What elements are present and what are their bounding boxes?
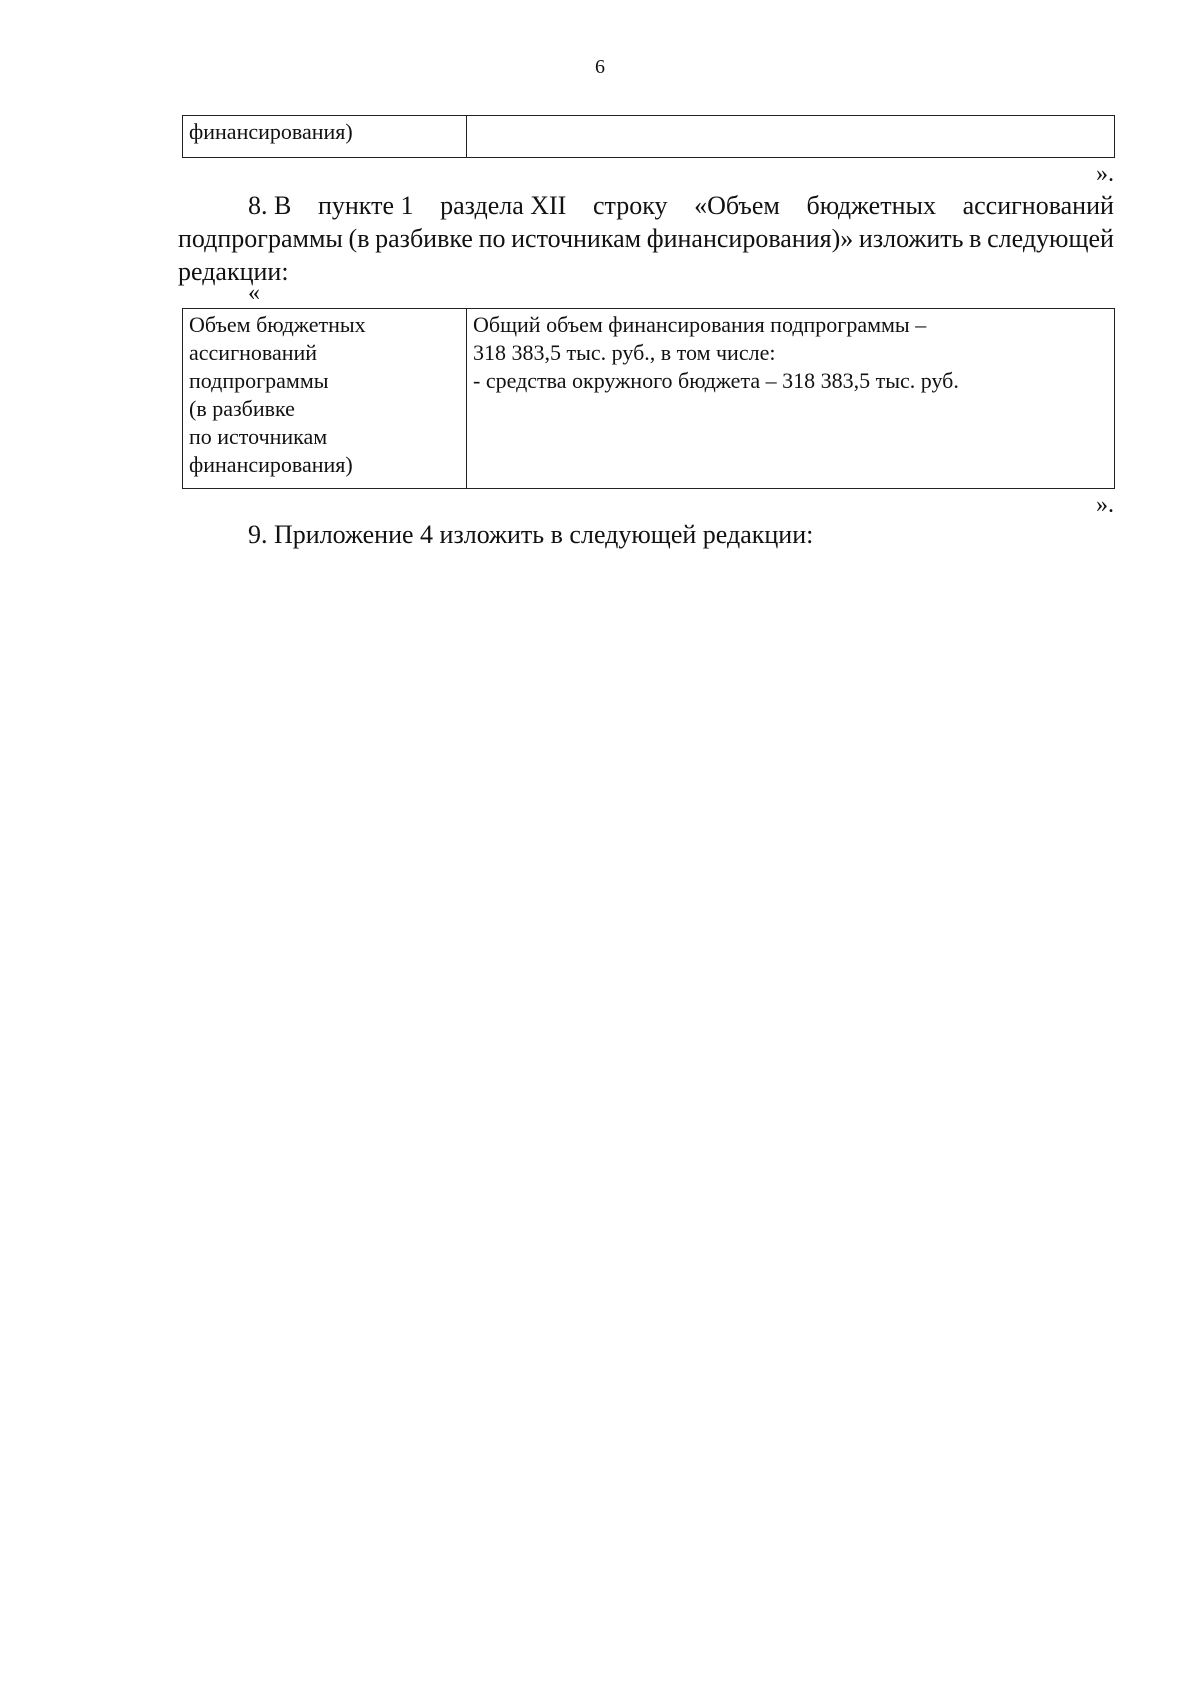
cell-line: Общий объем финансирования подпрограммы – <box>473 312 927 337</box>
word: разбивке <box>375 224 473 253</box>
word: финансирования)» <box>646 224 854 253</box>
cell-line: - средства окружного бюджета – 318 383,5 тыс. руб. <box>473 368 959 393</box>
table-cell-value <box>467 309 1115 489</box>
paragraph-8-line-1 <box>178 189 1114 222</box>
cell-line: (в разбивке <box>189 396 295 421</box>
word: «Объем <box>694 191 780 220</box>
table-cell-label <box>183 309 467 489</box>
paragraph-8 <box>178 189 1114 288</box>
table-cell-label: финансирования) <box>183 116 467 158</box>
word: пункте 1 <box>317 191 414 220</box>
paragraph-8-line-2 <box>178 222 1114 255</box>
paragraph-8-line-3: редакции: <box>178 257 289 286</box>
closing-quote: ». <box>1096 161 1114 187</box>
cell-line: 318 383,5 тыс. руб., в том числе: <box>473 340 776 365</box>
word: следующей <box>987 224 1114 253</box>
cell-line: финансирования) <box>189 452 353 477</box>
word: источникам <box>511 224 642 253</box>
cell-line: подпрограммы <box>189 368 329 393</box>
paragraph-9: 9. Приложение 4 изложить в следующей редакции: <box>248 520 814 549</box>
table-row <box>183 116 1115 158</box>
table-cell-value <box>467 116 1115 158</box>
word: бюджетных <box>806 191 936 220</box>
word: раздела XII <box>440 191 567 220</box>
opening-quote: « <box>248 280 260 306</box>
word: по <box>478 224 506 253</box>
page-number: 6 <box>595 56 605 78</box>
table-continuation <box>182 115 1115 158</box>
word: ассигнований <box>962 191 1114 220</box>
word: подпрограммы <box>178 224 343 253</box>
table-budget-allocations <box>182 308 1115 489</box>
word: изложить <box>858 224 964 253</box>
cell-line: по источникам <box>189 424 328 449</box>
word: (в <box>348 224 370 253</box>
word: строку <box>592 191 668 220</box>
table-row <box>183 309 1115 489</box>
closing-quote: ». <box>1096 492 1114 518</box>
word: 8. В <box>248 191 292 220</box>
cell-line: Объем бюджетных <box>189 312 366 337</box>
cell-line: ассигнований <box>189 340 318 365</box>
word: в <box>969 224 982 253</box>
